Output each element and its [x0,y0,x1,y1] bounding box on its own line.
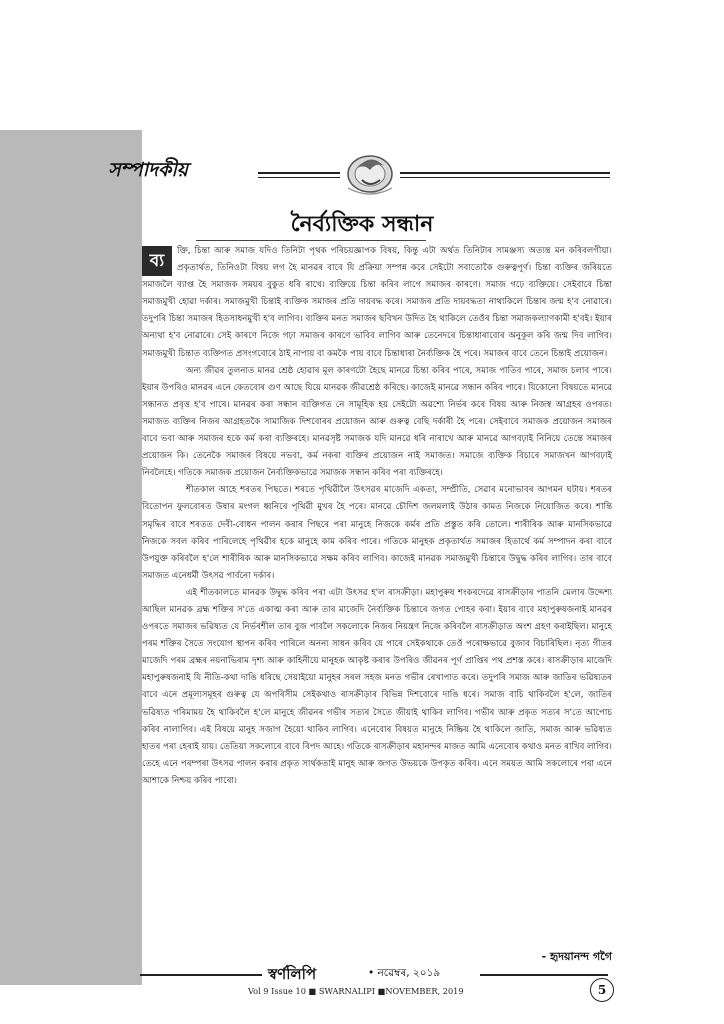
paragraph-1: ক্তি, চিন্তা আৰু সমাজ যদিও তিনিটা পৃথক পৰিচয়জ্ঞাপক বিষয়, কিন্তু এটা অৰ্থত তিনিটাৰ সামঞ্জস্য অত্যন্ত মন কৰিবলগীয়া। প্ৰকৃতাৰ্থত, তিনিওটা বিষয় লগ হৈ মানৱৰ বাবে যি প্ৰক্ৰিয়া সম্পন্ন কৰে সেইটো সবাতোকৈ গুৰুত্বপূৰ্ণ। চিন্তা ব্যক্তিৰ জৰিয়তে সমাজলৈ ব্যাপ্ত হৈ সমাজক সময়ৰ বুকুত ধৰি ৰাখে। ব্যক্তিয়ে চিন্তা কৰিব লাগে সমাজৰ কাৰণে। সমাজ গঢ়ে ব্যক্তিয়ে। সেইবাবে চিন্তা সমাজমুখী হোৱা দৰ্কাৰ। সমাজমুখী চিন্তাই ব্যক্তিক সমাজৰ প্ৰতি দায়বদ্ধ কৰে। সমাজৰ প্ৰতি দায়বদ্ধতা নাথাকিলে চিন্তাৰ জন্ম হ'ব নোৱাৰে। তদুপৰি চিন্তা সমাজৰ হিতসাধনমুখী হ'ব লাগিব। ব্যক্তিৰ মনত সমাজৰ ছবিখন উদিত হৈ থাকিলে তেওঁৰ চিন্তা সমাজকল্যাণকামী হ'বই। ইয়াৰ অন্যথা হ'ব নোৱাৰে। সেই কাৰণে নিজে গঢ়া সমাজৰ কাৰণে ভাবিব লাগিব আৰু তেনেদৰে চিন্তাধাৰাবোৰ অনুকূল কৰি জন্ম দিব লাগিব। সমাজমুখী চিন্তাত ব্যক্তিগত প্ৰসংগবোৰে ঠাই নাপায় বা কমকৈ পায় বাবে চিন্তাধাৰা নৈৰ্ব্যক্তিক হৈ পৰে। সমাজৰ বাবে তেনে চিন্তাই প্ৰয়োজন। [142,246,612,359]
footer-rule-right [480,974,608,976]
paragraph-4: এই শীতকালতে মানৱক উদ্বুদ্ধ কৰিব পৰা এটা উৎসৱ হ'ল ৰাসক্ৰীড়া। মহাপুৰুষ শংকৰদেৱে ৰাসক্ৰীড়াৰ পাতনি মেলাৰ উদ্দেশ্য আছিল মানৱক ব্ৰহ্ম শক্তিৰ স'তে একাত্ম কৰা আৰু তাৰ মাজেদি নৈৰ্ব্যক্তিক চিন্তাৰে জগত পোহৰ কৰা। ইয়াৰ বাবে মহাপুৰুষজনাই মানৱৰ ওপৰতে সমাজৰ ভৱিষ্যত যে নিৰ্ভৰশীল তাৰ বুজ পাবলৈ সকলোকে নিজৰ নিয়ন্ত্ৰণ নিজে কৰিবলৈ ৰাসক্ৰীড়াত অংশ গ্ৰহণ কৰাইছিল। মানুহে পৰম শক্তিৰ সৈতে সংযোগ স্থাপন কৰিব পাৰিলে অনন্য সাধন কৰিব যে পাৰে সেইকথাকে তেওঁ পৰোক্ষভাৱে বুজাব বিচাৰিছিল। নৃত্য গীতৰ মাজেদি পৰম ব্ৰহ্মৰ নয়নাভিৰাম দৃশ্য আৰু কাহিনীয়ে মানুহক আকৃষ্ট কৰাৰ উপৰিও জীৱনৰ পূৰ্ণ প্ৰাপ্তিৰ পথ প্ৰশস্ত কৰে। ৰাসক্ৰীড়াৰ মাজেদি মহাপুৰুষজনাই যি নীতি-কথা দাঙি ধৰিছে সেয়াইয়ো মানুহৰ সৰল সহজ মনত গভীৰ ৰেখাপাত কৰে। তদুপৰি সমাজ আৰু জাতিৰ ভৱিষ্যতৰ বাবে এনে প্ৰমূল্যসমূহৰ গুৰুত্ব যে অপৰিসীম সেইকথাও ৰাসক্ৰীড়াৰ বিভিন্ন দিশবোৰে দাঙি ধৰে। সমাজ বাচি থাকিবলৈ হ'লে, জাতিৰ ভৱিষ্যত গৰিমাময় হৈ থাকিবলৈ হ'লে মানুহে জীৱনৰ গভীৰ সত্যৰ সৈতে জীয়াই থাকিব লাগিব। গভীৰ আৰু প্ৰকৃত সত্যৰ স'তে আপোচ কৰিব নালাগিব। এই বিষয়ে মানুহ সজাগ হৈয়ো থাকিব লাগিব। এনেবোৰ বিষয়ত মানুহে নিষ্ক্ৰিয় হৈ থাকিলে জাতি, সমাজ আৰু ভৱিষ্যত হাতৰ পৰা হেৰাই যায়। তেতিয়া সকলোৰে বাবে বিপদ আহে। গতিকে ৰাসক্ৰীড়াৰ মহানন্দৰ মাজত আমি এনেবোৰ কথাও মনত ৰাখিব লাগিব। তেহে এনে পৰম্পৰা উৎসৱ পালন কৰাৰ প্ৰকৃত সাৰ্থকতাই মানুহ আৰু জগত উভয়কে উপকৃত কৰিব। এনে সময়ত আমি সকলোৰে পৰা এনে আশাকে নিশ্চয় কৰিব পাৰো। [142,587,612,786]
page-footer [140,966,612,1016]
footer-rule-left [140,974,262,976]
author-signature: - হৃদয়ানন্দ গগৈ [541,950,612,963]
title-underline [196,240,426,241]
paragraph-2: অন্য জীৱৰ তুলনাত মানৱ শ্ৰেষ্ঠ হোৱাৰ মূল কাৰণটো হৈছে মানৱে চিন্তা কৰিব পাৰে, সমাজ পাতিব পাৰে, সমাজ চলাব পাৰে। ইয়াৰ উপৰিও মানৱৰ এনে কেতবোৰ গুণ আছে যিয়ে মানৱক জীৱশ্ৰেষ্ঠ কৰিছে। কাজেই মানৱে সন্ধান কৰিব পাৰে। যিকোনো বিষয়তে মানৱে সন্ধানত প্ৰবৃত্ত হ'ব পাৰে। মানৱৰ কৰা সন্ধান ব্যক্তিগত নে সামূহিক হয় সেইটো অৱশ্যে নিৰ্ভৰ কৰে বিষয় আৰু নিজস্ব আগ্ৰহৰ ওপৰত। সমাজত ব্যক্তিৰ নিজৰ আগ্ৰহতকৈ সামাজিক দিশবোৰৰ প্ৰয়োজন আৰু গুৰুত্ব বেছি দৰ্কাৰী হৈ পৰে। সেইবাবে সমাজক প্ৰয়োজন সমাজৰ বাবে ভবা আৰু সমাজৰ হকে কৰ্ম কৰা ব্যক্তিৰহে। মানৱসৃষ্ট সমাজক যদি মানৱে ধৰি নাৰাখে আৰু মানৱে আগবঢ়াই নিনিয়ে তেন্তে সমাজৰ প্ৰয়োজন কি। তেনেকৈ সমাজৰ বিষয়ে নভবা, কৰ্ম নকৰা ব্যক্তিৰ প্ৰয়োজন নাই সমাজত। সমাজে ব্যক্তিক বিচাৰে সমাজখন আগবঢ়াই নিবলৈহে। গতিকে সমাজক প্ৰয়োজন নৈৰ্ব্যক্তিকভাৱে সমাজক সন্ধান কৰিব পৰা ব্যক্তিৰহে। [142,365,612,479]
dropcap: ব্য [142,246,172,276]
page-number: 5 [590,978,614,1002]
section-header [108,150,610,198]
emblem-icon [340,144,400,196]
issue-info: Vol 9 Issue 10 ■ SWARNALIPI ■NOVEMBER, 2019 [248,986,464,996]
article-title: নৈৰ্ব্যক্তিক সন্ধান [290,212,434,237]
paragraph-3: শীতকাল আহে শৰতৰ পিছতে। শৰতে পৃথিৱীলৈ উৎসৱৰ মাজেদি একতা, সম্প্ৰীতি, সেৱাৰ মনোভাবৰ আগমন ঘটায়। শৰতৰ বিতোপন ফুলবোৰত উষাৰ মংগল ধ্বনিৰে পৃথিৱী মুখৰ হৈ পৰে। মানৱে চৌদিশ জলমলাই উঠাৰ কামত নিজকে নিয়োজিত কৰে। শান্তি সমৃদ্ধিৰ বাবে শৰতত দেবী-বোধন পালন কৰাৰ পিছৰে পৰা মানুহে নিজকে কৰ্মৰ প্ৰতি প্ৰস্তুত কৰি তোলে। শাৰীৰিক আৰু মানসিকভাৱে নিজকে সবল কৰিব পাৰিলেহে পৃথিৱীৰ হকে মানুহে কাম কৰিব পাৰে। গতিকে মানুহক প্ৰকৃতাৰ্থত সমাজৰ হিতাৰ্থে কৰ্ম সম্পাদন কৰা বাবে উপযুক্ত কৰিবলৈ হ'লে শাৰীৰিক আৰু মানসিকভাৱে সক্ষম কৰিব লাগিব। কাজেই মানৱক সমাজমুখী চিন্তাৰে উদ্বুদ্ধ কৰিব লাগিব। তাৰ বাবে সমাজত এনেধৰ্মী উৎসৱ পাৰ্বনো দৰ্কাৰ। [142,485,612,581]
header-rule-thin [258,177,610,178]
magazine-title: স্বৰ্ণলিপি [268,965,317,983]
section-title: সম্পাদকীয় [108,159,188,181]
header-rule [258,172,610,174]
issue-date: • নৱেম্বৰ, ২০১৯ [368,967,441,979]
article-body [142,243,612,790]
left-gray-band [0,130,142,985]
